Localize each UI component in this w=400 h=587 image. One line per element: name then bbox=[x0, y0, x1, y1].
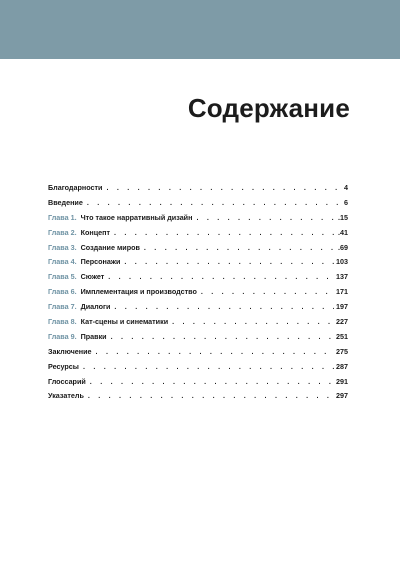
toc-entry-title: Сюжет bbox=[80, 272, 105, 282]
toc-entry[interactable] bbox=[48, 255, 348, 270]
toc-entry[interactable] bbox=[48, 300, 348, 315]
toc-leader-dots bbox=[124, 255, 334, 270]
toc-chapter-number: Глава 4. bbox=[48, 257, 77, 267]
page-title: Содержание bbox=[187, 93, 350, 124]
toc-leader-dots bbox=[201, 285, 334, 300]
toc-entry-title: Ресурсы bbox=[48, 361, 79, 371]
toc-page-number: 137 bbox=[336, 272, 348, 282]
toc-chapter-number: Глава 8. bbox=[48, 317, 77, 327]
toc-entry-title: Имплементация и производство bbox=[80, 287, 197, 297]
toc-entry[interactable] bbox=[48, 241, 348, 256]
toc-entry[interactable] bbox=[48, 226, 348, 241]
toc-leader-dots bbox=[144, 241, 336, 256]
toc-entry[interactable] bbox=[48, 211, 348, 226]
toc-page-number: 287 bbox=[336, 361, 348, 371]
toc-leader-dots bbox=[196, 211, 336, 226]
toc-leader-dots bbox=[90, 375, 334, 390]
toc-entry[interactable] bbox=[48, 315, 348, 330]
toc-entry-title: Что такое нарративный дизайн bbox=[80, 212, 193, 222]
toc-entry-title: Глоссарий bbox=[48, 376, 86, 386]
toc-leader-dots bbox=[114, 300, 334, 315]
toc-entry-title: Персонажи bbox=[80, 257, 121, 267]
toc-entry-title: Заключение bbox=[48, 346, 92, 356]
toc-page-number: 275 bbox=[336, 346, 348, 356]
toc-leader-dots bbox=[111, 330, 334, 345]
toc-entry[interactable] bbox=[48, 270, 348, 285]
toc-leader-dots bbox=[83, 360, 334, 375]
toc-entry[interactable] bbox=[48, 345, 348, 360]
toc-chapter-number: Глава 9. bbox=[48, 331, 77, 341]
toc-leader-dots bbox=[88, 389, 334, 404]
toc-entry[interactable] bbox=[48, 196, 348, 211]
toc-entry-title: Кат-сцены и синематики bbox=[80, 317, 169, 327]
toc-leader-dots bbox=[114, 226, 336, 241]
toc-page-number: .41 bbox=[338, 227, 348, 237]
toc-leader-dots bbox=[96, 345, 334, 360]
toc-page-number: 6 bbox=[344, 197, 348, 207]
toc-page-number: 4 bbox=[344, 183, 348, 192]
toc-entry[interactable] bbox=[48, 360, 348, 375]
toc-entry-title: Указатель bbox=[48, 391, 84, 401]
toc-leader-dots bbox=[108, 270, 334, 285]
toc-page-number: 227 bbox=[336, 317, 348, 327]
toc-entry[interactable] bbox=[48, 181, 348, 196]
toc-entry-title: Создание миров bbox=[80, 242, 140, 252]
header-band bbox=[0, 0, 400, 59]
toc-entry-title: Правки bbox=[80, 331, 107, 341]
toc-page-number: .15 bbox=[338, 212, 348, 222]
toc-entry[interactable] bbox=[48, 389, 348, 404]
toc-chapter-number: Глава 2. bbox=[48, 227, 77, 237]
toc-page-number: 251 bbox=[336, 331, 348, 341]
toc-chapter-number: Глава 1. bbox=[48, 212, 77, 222]
toc-page-number: 171 bbox=[336, 287, 348, 297]
toc-entry[interactable] bbox=[48, 330, 348, 345]
toc-entry[interactable] bbox=[48, 375, 348, 390]
toc-page-number: 297 bbox=[336, 391, 348, 401]
toc-page-number: .69 bbox=[338, 242, 348, 252]
toc-page-number: 197 bbox=[336, 302, 348, 312]
table-of-contents bbox=[48, 181, 348, 404]
toc-leader-dots bbox=[172, 315, 334, 330]
toc-entry[interactable] bbox=[48, 285, 348, 300]
toc-leader-dots bbox=[106, 181, 342, 196]
toc-chapter-number: Глава 5. bbox=[48, 272, 77, 282]
toc-page-number: 291 bbox=[336, 376, 348, 386]
toc-entry-title: Диалоги bbox=[80, 302, 111, 312]
toc-entry-title: Введение bbox=[48, 197, 83, 207]
toc-page-number: 103 bbox=[336, 257, 348, 267]
toc-entry-title: Концепт bbox=[80, 227, 110, 237]
toc-entry-title: Благодарности bbox=[48, 183, 103, 192]
toc-chapter-number: Глава 6. bbox=[48, 287, 77, 297]
toc-chapter-number: Глава 7. bbox=[48, 302, 77, 312]
toc-chapter-number: Глава 3. bbox=[48, 242, 77, 252]
toc-leader-dots bbox=[87, 196, 342, 211]
